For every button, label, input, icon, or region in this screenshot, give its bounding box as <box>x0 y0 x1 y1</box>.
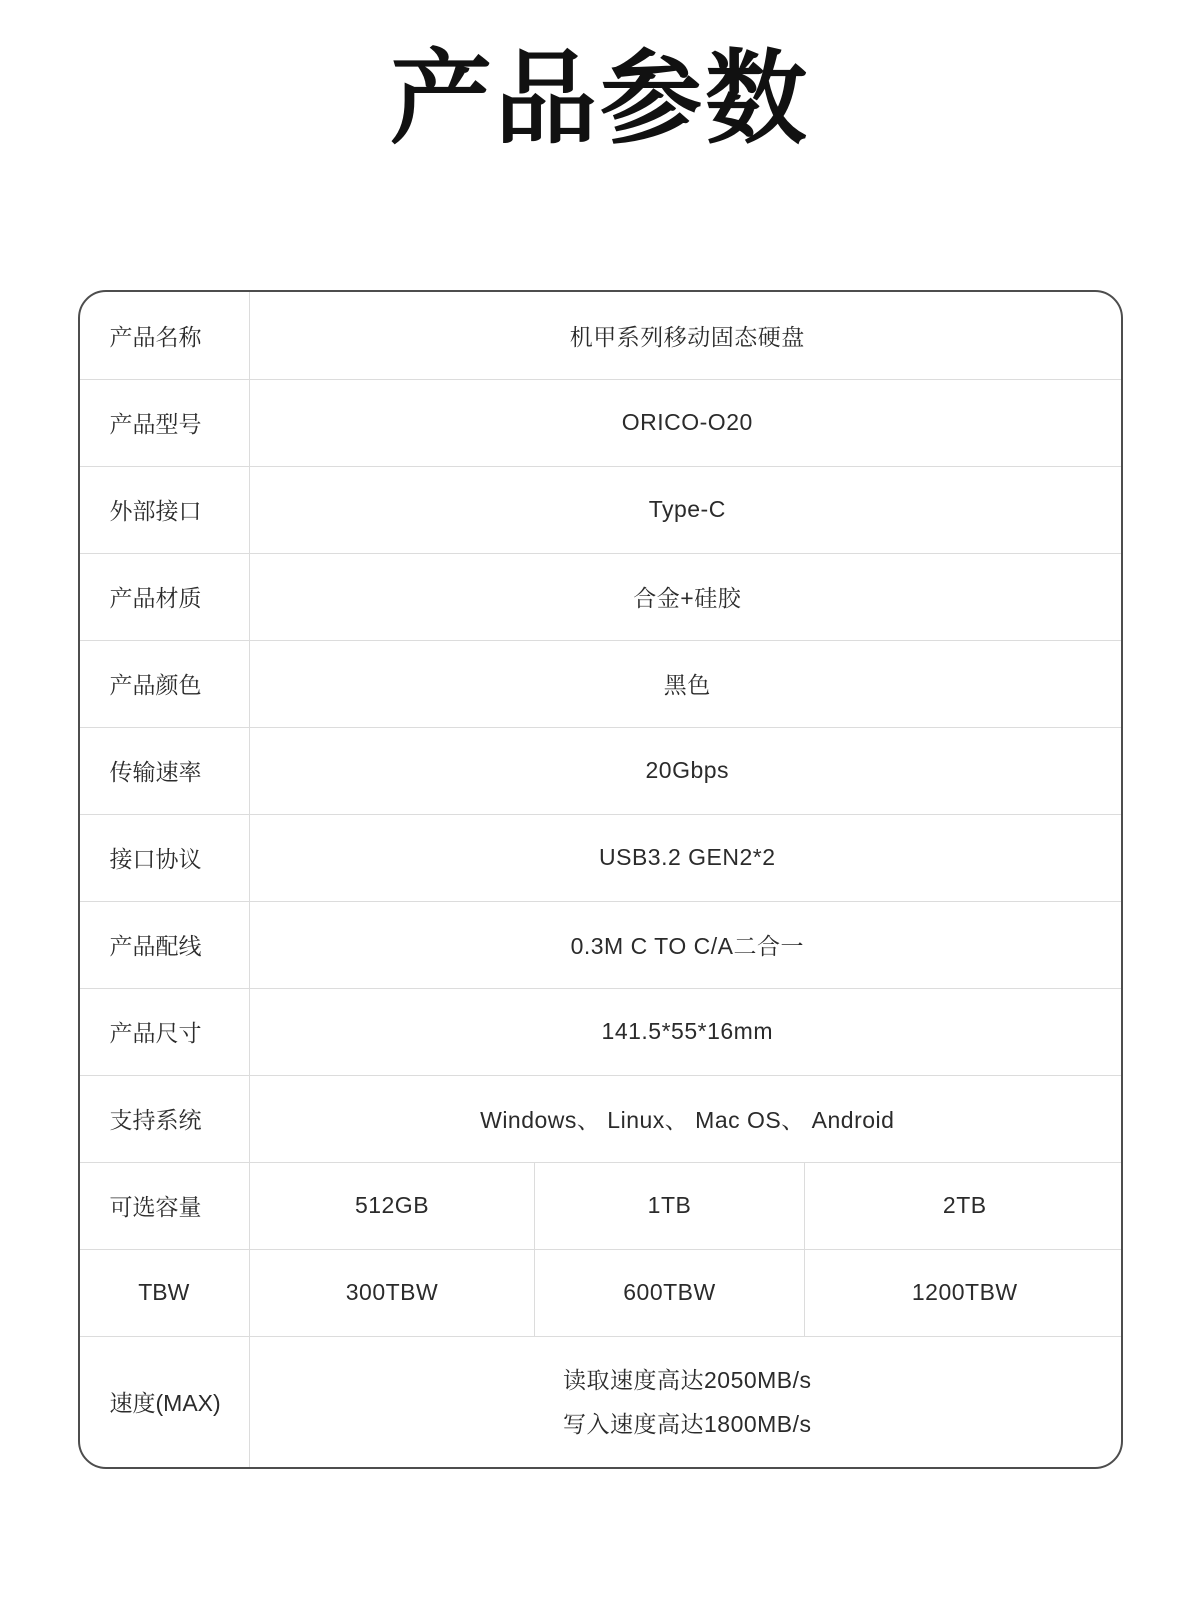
row-value: 141.5*55*16mm <box>250 988 1123 1075</box>
table-row-color <box>80 640 1123 727</box>
row-value: ORICO-O20 <box>250 379 1123 466</box>
row-value-capacity-1tb: 1TB <box>535 1162 805 1249</box>
write-speed-line: 写入速度高达1800MB/s <box>562 1410 812 1437</box>
row-label: 产品颜色 <box>80 640 250 727</box>
row-label: 传输速率 <box>80 727 250 814</box>
table-row-capacity-options <box>80 1162 1123 1249</box>
table-row-transfer-rate <box>80 727 1123 814</box>
spec-table <box>80 292 1123 1467</box>
row-label: 产品尺寸 <box>80 988 250 1075</box>
row-value: 黑色 <box>250 640 1123 727</box>
row-value: 20Gbps <box>250 727 1123 814</box>
table-row-supported-systems <box>80 1075 1123 1162</box>
row-label: 速度(MAX) <box>80 1336 250 1467</box>
row-value-tbw-1tb: 600TBW <box>535 1249 805 1336</box>
row-label: 支持系统 <box>80 1075 250 1162</box>
page-title: 产品参数 <box>390 42 810 156</box>
row-label: 可选容量 <box>80 1162 250 1249</box>
read-speed-line: 读取速度高达2050MB/s <box>562 1366 812 1393</box>
table-row-dimensions <box>80 988 1123 1075</box>
row-value: Type-C <box>250 466 1123 553</box>
row-value: USB3.2 GEN2*2 <box>250 814 1123 901</box>
table-row-max-speed <box>80 1336 1123 1467</box>
table-row-external-interface <box>80 466 1123 553</box>
spec-table-container <box>78 290 1123 1469</box>
row-label: 产品配线 <box>80 901 250 988</box>
row-label: 产品型号 <box>80 379 250 466</box>
table-row-protocol <box>80 814 1123 901</box>
row-label: TBW <box>80 1249 250 1336</box>
row-value: 0.3M C TO C/A二合一 <box>250 901 1123 988</box>
row-label: 接口协议 <box>80 814 250 901</box>
row-label: 外部接口 <box>80 466 250 553</box>
table-row-model <box>80 379 1123 466</box>
table-row-material <box>80 553 1123 640</box>
row-value-tbw-512gb: 300TBW <box>250 1249 535 1336</box>
row-value-capacity-2tb: 2TB <box>805 1162 1123 1249</box>
row-label: 产品名称 <box>80 292 250 379</box>
row-value: 机甲系列移动固态硬盘 <box>250 292 1123 379</box>
table-row-cable <box>80 901 1123 988</box>
row-value-speed <box>250 1336 1123 1467</box>
row-label: 产品材质 <box>80 553 250 640</box>
table-row-tbw <box>80 1249 1123 1336</box>
table-row-product-name <box>80 292 1123 379</box>
row-value: Windows、 Linux、 Mac OS、 Android <box>250 1075 1123 1162</box>
row-value: 合金+硅胶 <box>250 553 1123 640</box>
row-value-capacity-512gb: 512GB <box>250 1162 535 1249</box>
row-value-tbw-2tb: 1200TBW <box>805 1249 1123 1336</box>
